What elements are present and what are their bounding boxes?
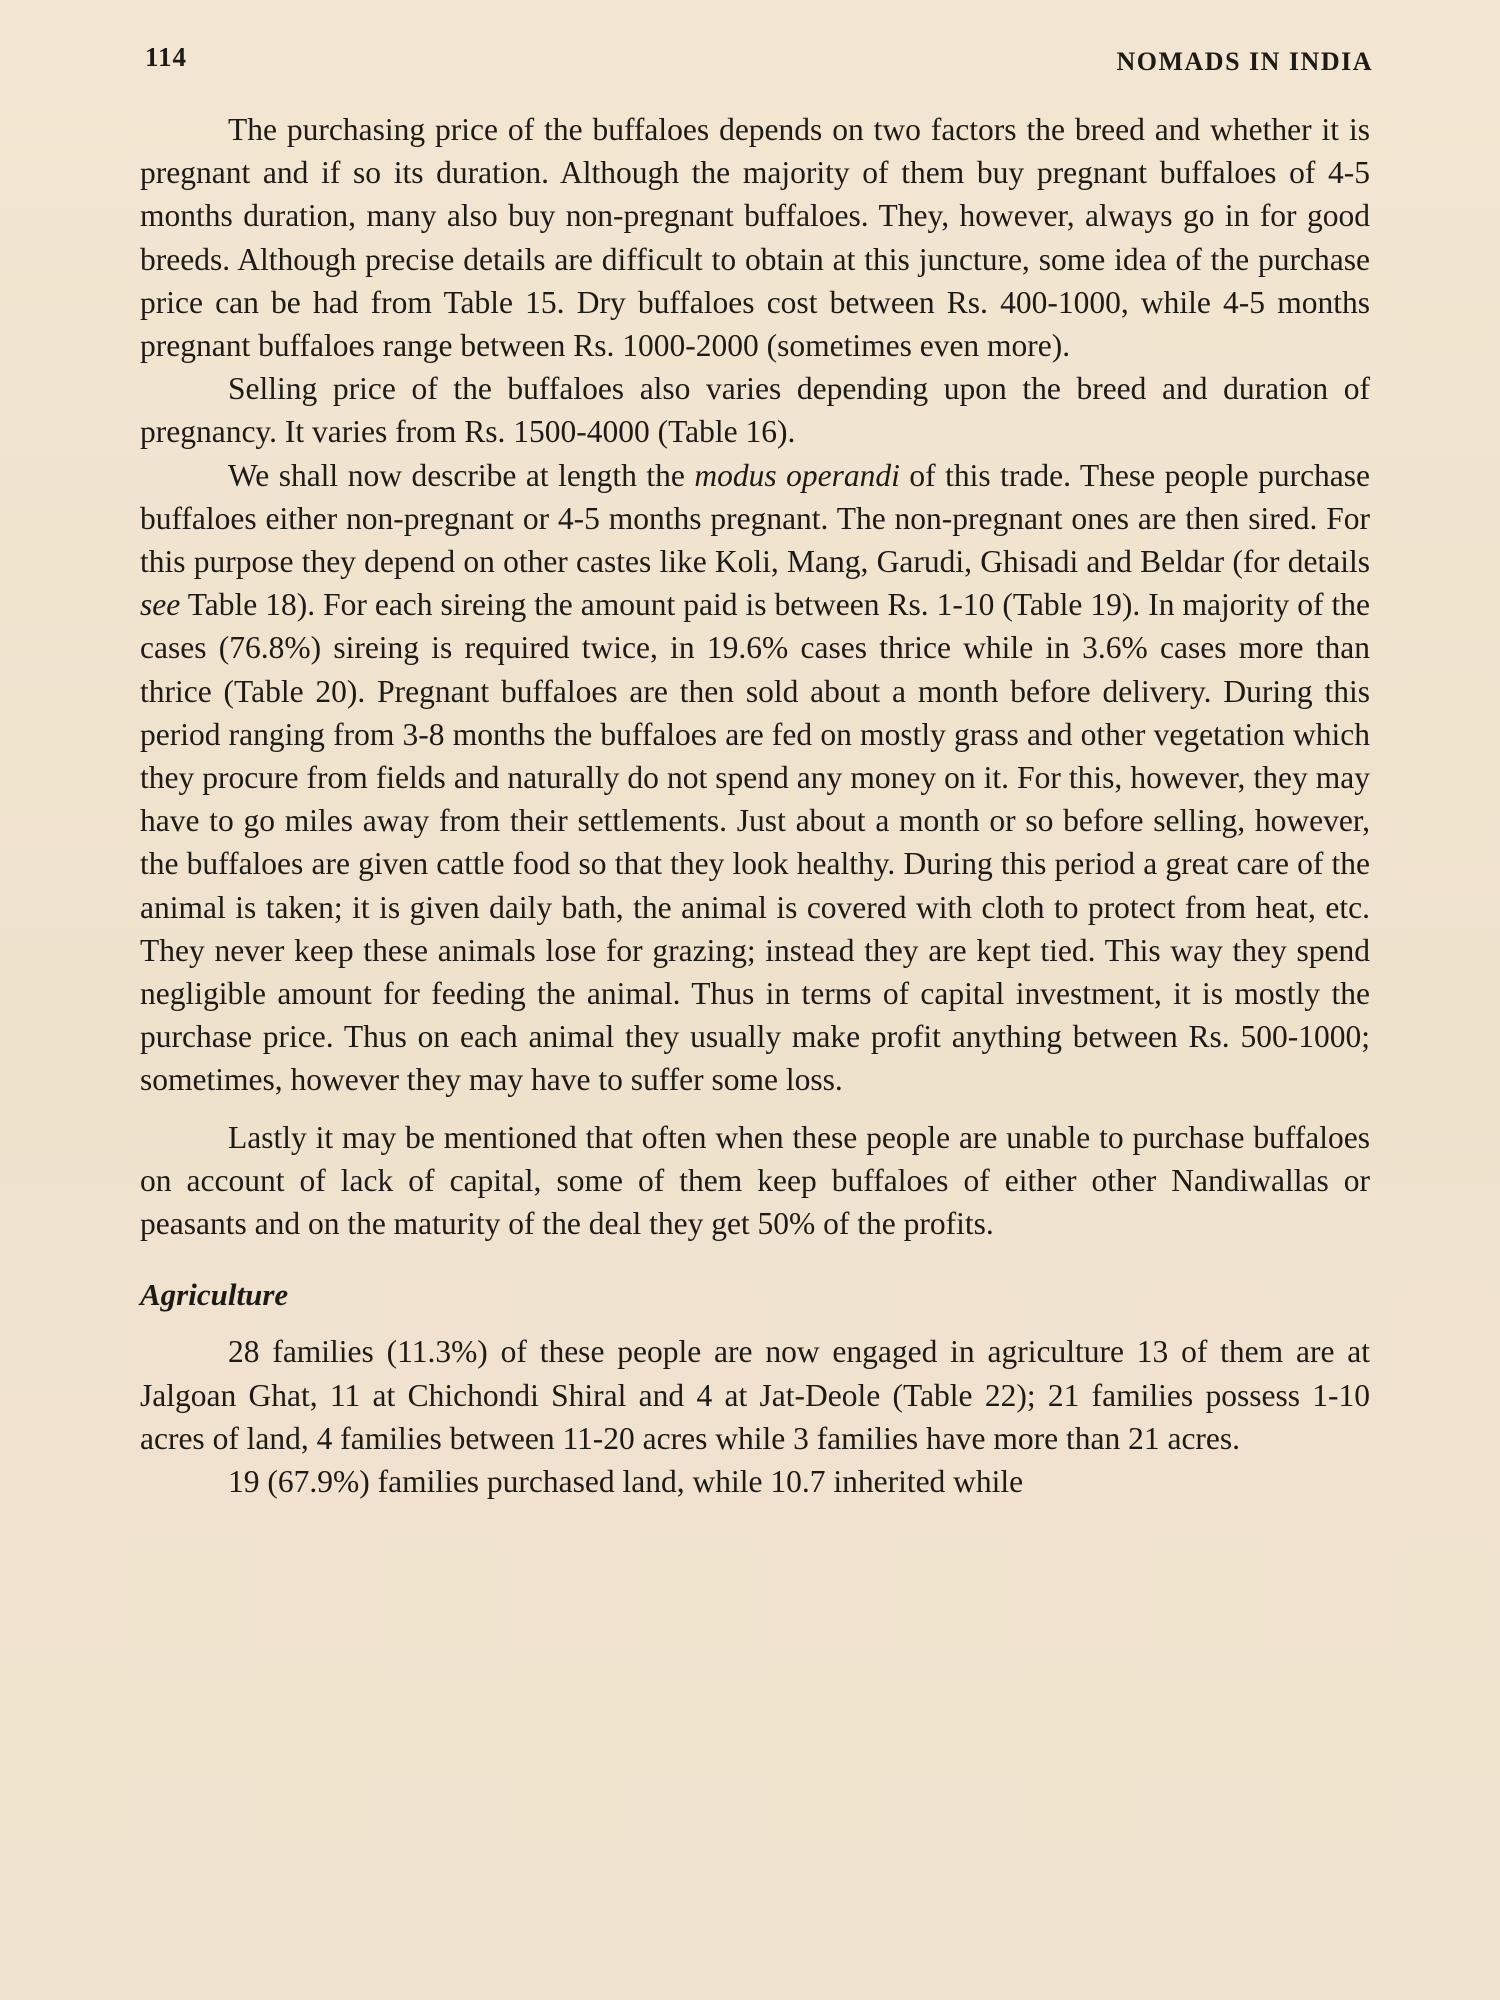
section-heading-agriculture: Agriculture (140, 1277, 289, 1313)
paragraph-modus-operandi (140, 454, 1370, 1102)
modus-operandi-text-2: of this trade. These people purchase buffaloes either non-pregnant or 4-5 months pregnant. The non-pregnant ones are then sired. For this purpose they depend on other castes like Koli, Mang, Garudi, Ghisadi and Beldar (for details (140, 457, 1371, 580)
paragraph-land-purchase: 19 (67.9%) families purchased land, while 10.7 inherited while (228, 1464, 1024, 1500)
paragraph-lastly: Lastly it may be mentioned that often when these people are unable to purchase buffaloes on account of lack of capital, some of them keep buffaloes of either other Nandiwallas or peasants and on the maturity of the deal they get 50% of the profits. (140, 1119, 1370, 1242)
paragraph-selling-price: Selling price of the buffaloes also varies depending upon the breed and duration of pregnancy. It varies from Rs. 1500-4000 (Table 16). (140, 371, 1370, 450)
page-number: 114 (145, 42, 188, 72)
modus-operandi-text-3: Table 18). For each sireing the amount paid is between Rs. 1-10 (Table 19). In majority of the cases (76.8%) sireing is required twice, in 19.6% cases thrice while in 3.6% cases more than thrice (Table 20). Pregnant buffaloes are then sold about a month before delivery. During this period ranging from 3-8 months the buffaloes are fed on mostly grass and other vegetation which they procure from fields and naturally do not spend any money on it. For this, however, they may have to go miles away from their settlements. Just about a month or so before selling, however, the buffaloes are given cattle food so that they look healthy. During this period a great care of the animal is taken; it is given daily bath, the animal is covered with cloth to protect from heat, etc. They never keep these animals lose for grazing; instead they are kept tied. This way they spend negligible amount for feeding the animal. Thus in terms of capital investment, it is mostly the purchase price. Thus on each animal they usually make profit anything between Rs. 500-1000; sometimes, however they may have to suffer some loss. (140, 587, 1370, 1098)
running-title: NOMADS IN INDIA (1116, 47, 1373, 76)
modus-operandi-text-1: We shall now describe at length the (228, 457, 685, 493)
see-italic: see (140, 587, 181, 623)
paragraph-purchase-price: The purchasing price of the buffaloes depends on two factors the breed and whether it is pregnant and if so its duration. Although the majority of them buy pregnant buffaloes of 4-5 months duration, many also buy non-pregnant buffaloes. They, however, always go in for good breeds. Although precise details are difficult to obtain at this juncture, some idea of the purchase price can be had from Table 15. Dry buffaloes cost between Rs. 400-1000, while 4-5 months pregnant buffaloes range between Rs. 1000-2000 (sometimes even more). (140, 112, 1370, 364)
paragraph-families-agriculture: 28 families (11.3%) of these people are now engaged in agriculture 13 of them are at Jalgoan Ghat, 11 at Chichondi Shiral and 4 at Jat-Deole (Table 22); 21 families possess 1-10 acres of land, 4 families between 11-20 acres while 3 families have more than 21 acres. (140, 1334, 1370, 1456)
body-text (140, 108, 1370, 1503)
modus-operandi-italic: modus operandi (694, 457, 900, 493)
